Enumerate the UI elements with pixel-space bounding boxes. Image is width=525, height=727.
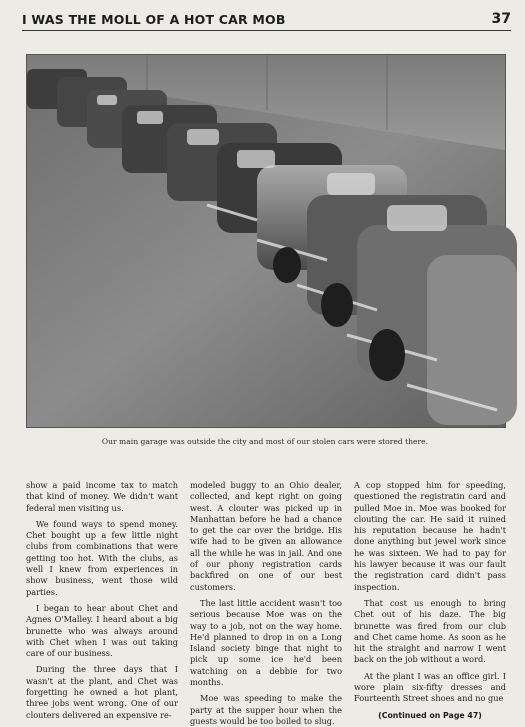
article-title: I WAS THE MOLL OF A HOT CAR MOB	[22, 11, 286, 27]
paragraph: I began to hear about Chet and Agnes O'Malley. I heard about a big brunette who was always around with Chet when I was out taking care of our business.	[26, 602, 178, 659]
paragraph: The last little accident wasn't too serious because Moe was on the way to a job, not on the way home. He'd planned to drop in on a Long Island society binge that night to pick up some ice he'd been watching on a debbie for two months.	[190, 597, 342, 688]
column-3	[354, 480, 506, 720]
paragraph: A cop stopped him for speeding, questioned the registratin card and pulled Moe in. Moe was booked for clouting the car. He said it ruined his reputation because he hadn't done anything but jewel work since he was sixteen. We had to pay for his lawyer because it was our fault the registration card didn't pass inspection.	[354, 480, 506, 592]
garage-photo	[26, 54, 506, 428]
column-1	[26, 480, 178, 720]
paragraph: Moe was speeding to make the party at the supper hour when the guests would be too boiled to slug.	[190, 693, 342, 726]
column-2	[190, 480, 342, 726]
paragraph: show a paid income tax to match that kind of money. We didn't want federal men visiting us.	[26, 480, 178, 513]
paragraph: We found ways to spend money. Chet bought up a few little night clubs from combinations that were getting too hot. With the clubs, as well I knew from experiences in show business, went those wild parties.	[26, 518, 178, 597]
paragraph: During the three days that I wasn't at the plant, and Chet was forgetting he owned a hot plant, three jobs went wrong. One of our clouters delivered an expensive re-	[26, 664, 178, 720]
article-body	[26, 480, 506, 726]
paragraph: That cost us enough to bring Chet out of his daze. The big brunette was fired from our club and Chet came home. As soon as he hit the straight and narrow I went back on the job without a word.	[354, 597, 506, 665]
stolen-cars-photo-illustration	[27, 55, 505, 427]
paragraph: At the plant I was an office girl. I wore plain six-fifty dresses and Fourteenth Street shoes and no gue	[354, 670, 506, 704]
paragraph: modeled buggy to an Ohio dealer, collected, and kept right on going west. A clouter was picked up in Manhattan before he had a chance to get the car over the bridge. His wife had to be given an allowance all the while he was in jail. And one of our phony registration cards backfired on one of our best customers.	[190, 480, 342, 592]
photo-caption: Our main garage was outside the city and most of our stolen cars were stored there.	[101, 437, 429, 446]
page-header	[22, 8, 511, 31]
page-number: 37	[491, 11, 511, 27]
continued-notice: (Continued on Page 47)	[378, 710, 482, 720]
